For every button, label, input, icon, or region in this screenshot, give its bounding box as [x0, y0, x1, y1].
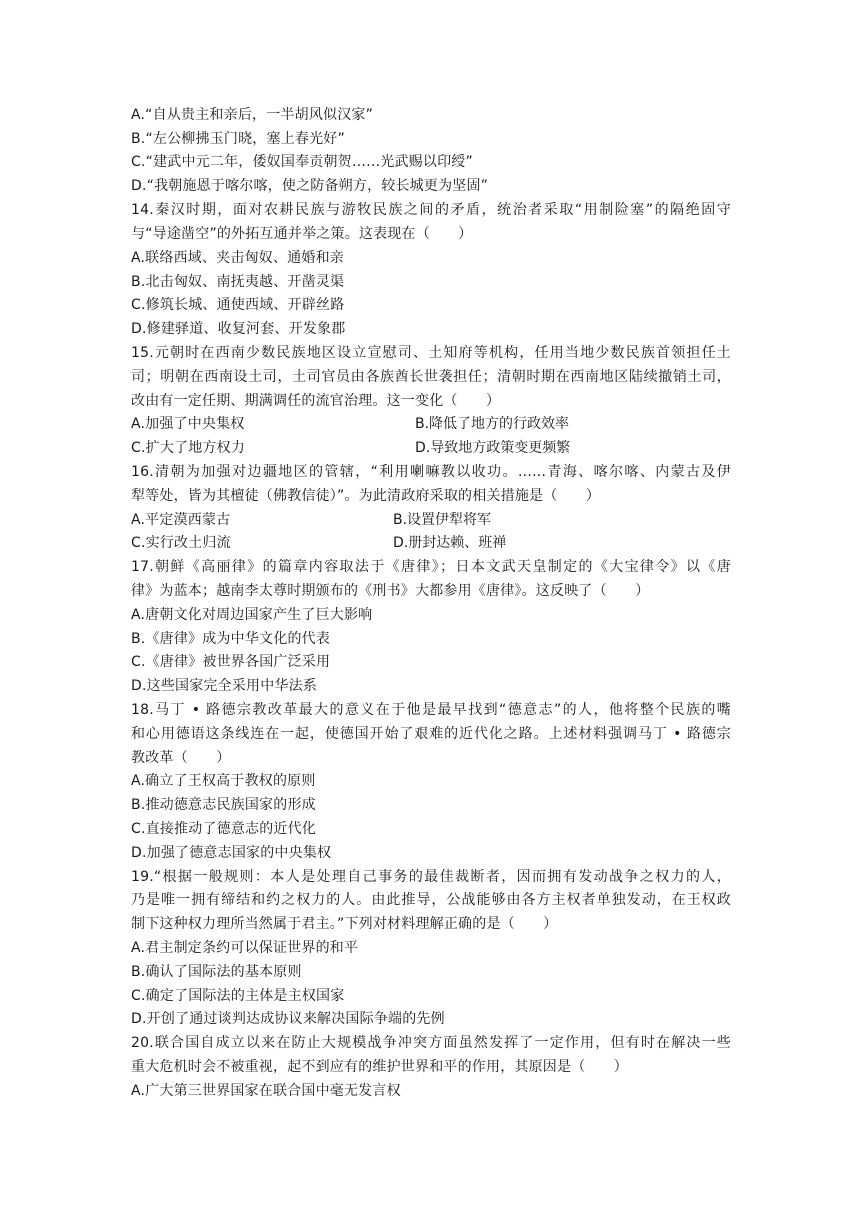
- q17-option-d: D.这些国家完全采用中华法系: [131, 678, 318, 694]
- q19-stem-line-2: 乃是唯一拥有缔结和约之权力的人。由此推导，公战能够由各方主权者单独发动，在王权政: [131, 892, 731, 908]
- q20-stem-line-2: 重大危机时会不被重视，起不到应有的维护世界和平的作用，其原因是（ ）: [131, 1059, 628, 1075]
- q17-stem-line-1: 17.朝鲜《高丽律》的篇章内容取法于《唐律》；日本文武天皇制定的《大宝律令》以《唐: [131, 559, 731, 575]
- q15-stem-line-2: 司；明朝在西南设土司，土司官员由各族酋长世袭担任；清朝时期在西南地区陆续撤销土司，: [131, 369, 731, 385]
- q19-option-c: C.确定了国际法的主体是主权国家: [131, 988, 345, 1004]
- q17-option-a: A.唐朝文化对周边国家产生了巨大影响: [131, 607, 373, 623]
- q14-option-a: A.联络西域、夹击匈奴、通婚和亲: [131, 250, 344, 266]
- q16-option-d: D.册封达赖、班禅: [393, 535, 507, 551]
- q16-option-c: C.实行改土归流: [131, 535, 231, 551]
- q13-option-d: D.“我朝施恩于喀尔喀，使之防备朔方，较长城更为坚固”: [131, 178, 489, 194]
- q14-option-c: C.修筑长城、通使西域、开辟丝路: [131, 297, 345, 313]
- q18-option-c: C.直接推动了德意志的近代化: [131, 821, 317, 837]
- q18-option-a: A.确立了王权高于教权的原则: [131, 773, 316, 789]
- q19-stem-line-1: 19.“根据一般规则：本人是处理自己事务的最佳裁断者，因而拥有发动战争之权力的人，: [131, 869, 731, 885]
- q18-stem-line-3: 教改革（ ）: [131, 750, 231, 766]
- q15-stem-line-3: 改由有一定任期、期满调任的流官治理。这一变化（ ）: [131, 393, 501, 409]
- q14-option-b: B.北击匈奴、南抚夷越、开凿灵渠: [131, 274, 345, 290]
- q16-option-b: B.设置伊犁将军: [393, 512, 492, 528]
- q18-option-b: B.推动德意志民族国家的形成: [131, 797, 316, 813]
- q15-option-d: D.导致地方政策变更频繁: [415, 440, 571, 456]
- q19-stem-line-3: 制下这种权力理所当然属于君主。”下列对材料理解正确的是（ ）: [131, 916, 558, 932]
- q17-option-c: C.《唐律》被世界各国广泛采用: [131, 654, 331, 670]
- q14-option-d: D.修建驿道、收复河套、开发象郡: [131, 321, 346, 337]
- q13-option-c: C.“建武中元二年，倭奴国奉贡朝贺……光武赐以印绶”: [131, 154, 473, 170]
- q15-option-a: A.加强了中央集权: [131, 416, 245, 432]
- q14-stem-line-2: 与“导途凿空”的外拓互通并举之策。这表现在（ ）: [131, 226, 473, 242]
- q20-option-a: A.广大第三世界国家在联合国中毫无发言权: [131, 1083, 401, 1099]
- q17-option-b: B.《唐律》成为中华文化的代表: [131, 631, 331, 647]
- q19-option-a: A.君主制定条约可以保证世界的和平: [131, 940, 359, 956]
- q16-stem-line-1: 16.清朝为加强对边疆地区的管辖，“利用喇嘛教以收功。……青海、喀尔喀、内蒙古及伊: [131, 464, 731, 480]
- q15-option-c: C.扩大了地方权力: [131, 440, 246, 456]
- q14-stem-line-1: 14.秦汉时期，面对农耕民族与游牧民族之间的矛盾，统治者采取“用制险塞”的隔绝固守: [131, 202, 731, 218]
- q18-option-d: D.加强了德意志国家的中央集权: [131, 845, 332, 861]
- q19-option-d: D.开创了通过谈判达成协议来解决国际争端的先例: [131, 1011, 445, 1027]
- q18-stem-line-2: 和心用德语这条线连在一起，使德国开始了艰难的近代化之路。上述材料强调马丁 • 路德宗: [131, 726, 731, 742]
- q13-option-b: B.“左公柳拂玉门晓，塞上春光好”: [131, 131, 345, 147]
- q16-option-a: A.平定漠西蒙古: [131, 512, 231, 528]
- q15-option-b: B.降低了地方的行政效率: [415, 416, 570, 432]
- q17-stem-line-2: 律》为蓝本；越南李太尊时期颁布的《刑书》大都参用《唐律》。这反映了（ ）: [131, 583, 650, 599]
- q15-stem-line-1: 15.元朝时在西南少数民族地区设立宣慰司、土知府等机构，任用当地少数民族首领担任土: [131, 345, 731, 361]
- q18-stem-line-1: 18.马丁 • 路德宗教改革最大的意义在于他是最早找到“德意志”的人，他将整个民族的嘴: [131, 702, 731, 718]
- q20-stem-line-1: 20.联合国自成立以来在防止大规模战争冲突方面虽然发挥了一定作用，但有时在解决一些: [131, 1035, 731, 1051]
- q16-stem-line-2: 犁等处，皆为其檀徒（佛教信徒）”。为此清政府采取的相关措施是（ ）: [131, 488, 601, 504]
- q13-option-a: A.“自从贵主和亲后，一半胡风似汉家”: [131, 107, 374, 123]
- q19-option-b: B.确认了国际法的基本原则: [131, 964, 302, 980]
